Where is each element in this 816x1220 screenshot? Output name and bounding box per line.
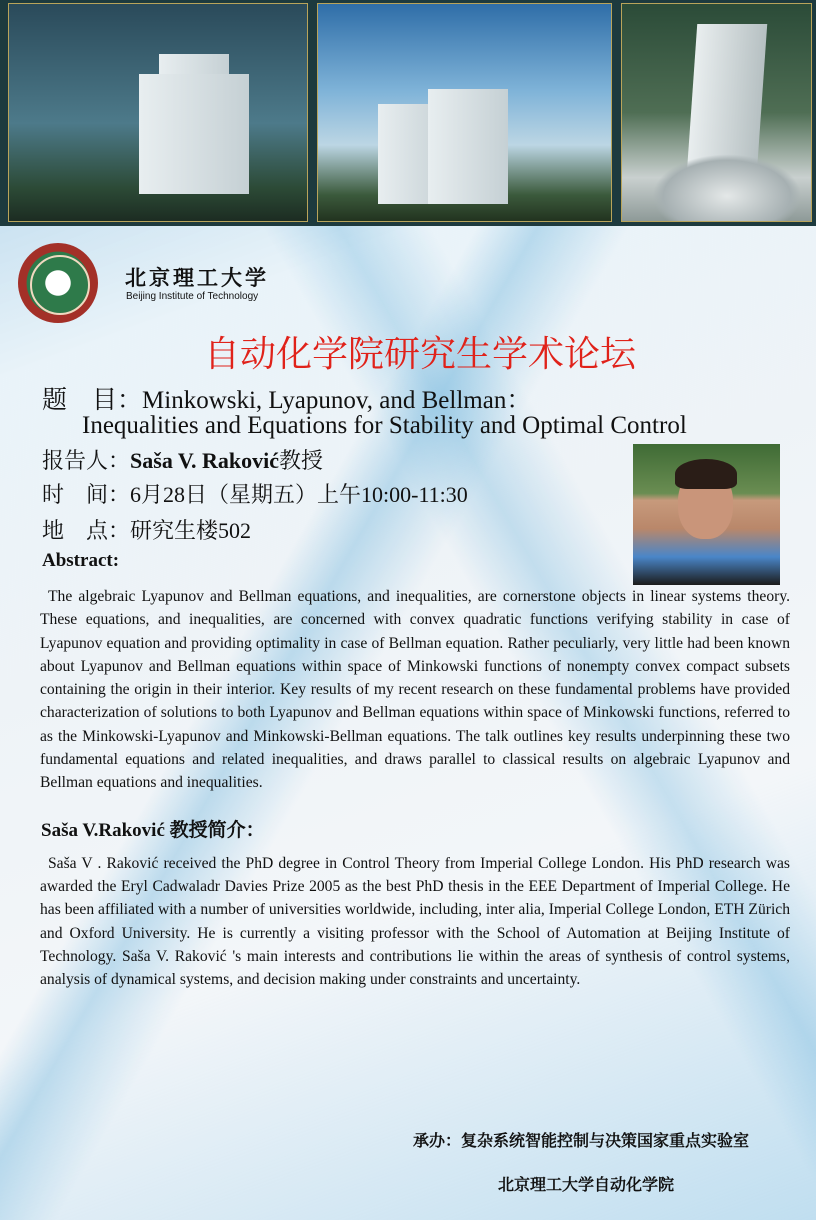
university-name-en: Beijing Institute of Technology bbox=[126, 291, 259, 302]
speaker-label: 报告人： bbox=[42, 448, 131, 473]
tower-building bbox=[139, 74, 249, 194]
campus-photo-monument bbox=[621, 3, 812, 222]
abstract-text: The algebraic Lyapunov and Bellman equations, and inequalities, are cornerstone objects in linear systems theory. These equations, and inequalities, are concerned with convex quadratic functions verifying stability in case of Lyapunov equation and providing optimality in case of Bellman equation. Rather peculiarly, very little had been known about Lyapunov and Bellman equations within space of Minkowski functions of nonempty convex compact subsets containing the origin in their interior. Key results of my recent research on these fundamental problems have provided characterization of solutions to both Lyapunov and Bellman equations within space of Minkowski functions, referred to as the Minkowski-Lyapunov and Minkowski-Bellman equations. The talk outlines key results underpinning these two fundamental equations and related inequalities, and draws parallel to classical results on algebraic Lyapunov and Bellman equations and inequalities. bbox=[40, 588, 790, 792]
organizer: 承办：复杂系统智能控制与决策国家重点实验室 bbox=[413, 1131, 750, 1150]
speaker-title: 教授 bbox=[278, 448, 323, 473]
time-line bbox=[42, 478, 468, 509]
university-logo bbox=[18, 243, 98, 323]
monument-stone bbox=[687, 24, 767, 174]
abstract-heading: Abstract: bbox=[42, 550, 120, 571]
speaker-line bbox=[42, 444, 323, 475]
building-right bbox=[428, 89, 508, 204]
university-name-cn: 北京理工大学 bbox=[125, 265, 269, 290]
bio-text: Saša V . Raković received the PhD degree in Control Theory from Imperial College London. His PhD research was awarded the Eryl Cadwaladr Davies Prize 2005 as the best PhD thesis in the EEE Department of Imperial College. He has been affiliated with a number of universities worldwide, including, inter alia, Imperial College London, ETH Zürich and Oxford University. He is currently a visiting professor with the School of Automation at Beijing Institute of Technology. Saša V. Raković 's main interests and contributions lie within the areas of synthesis of control systems, analysis of dynamical systems, and decision making under constraints and uncertainty. bbox=[40, 855, 790, 989]
photo-banner bbox=[0, 0, 816, 226]
campus-photo-building bbox=[317, 3, 612, 222]
place-value: 研究生楼502 bbox=[130, 518, 252, 543]
topic-line1: Minkowski, Lyapunov, and Bellman： bbox=[142, 387, 532, 414]
speaker-name: Saša V. Raković bbox=[130, 448, 279, 473]
hair bbox=[675, 459, 737, 489]
topic-line2: Inequalities and Equations for Stability and Optimal Control bbox=[82, 412, 687, 439]
place-label: 地 点： bbox=[42, 518, 131, 543]
time-label: 时 间： bbox=[42, 482, 131, 507]
speaker-photo bbox=[633, 444, 780, 585]
topic-label: 题 目： bbox=[42, 387, 143, 414]
school-name: 北京理工大学自动化学院 bbox=[498, 1175, 675, 1194]
rocks bbox=[652, 154, 802, 222]
campus-photo-tower bbox=[8, 3, 308, 222]
place-line bbox=[42, 514, 251, 545]
forum-title: 自动化学院研究生学术论坛 bbox=[203, 334, 636, 375]
bio-heading: Saša V.Raković 教授简介： bbox=[41, 820, 265, 841]
time-value: 6月28日（星期五）上午10:00-11:30 bbox=[130, 482, 468, 507]
topic-line bbox=[42, 380, 531, 416]
